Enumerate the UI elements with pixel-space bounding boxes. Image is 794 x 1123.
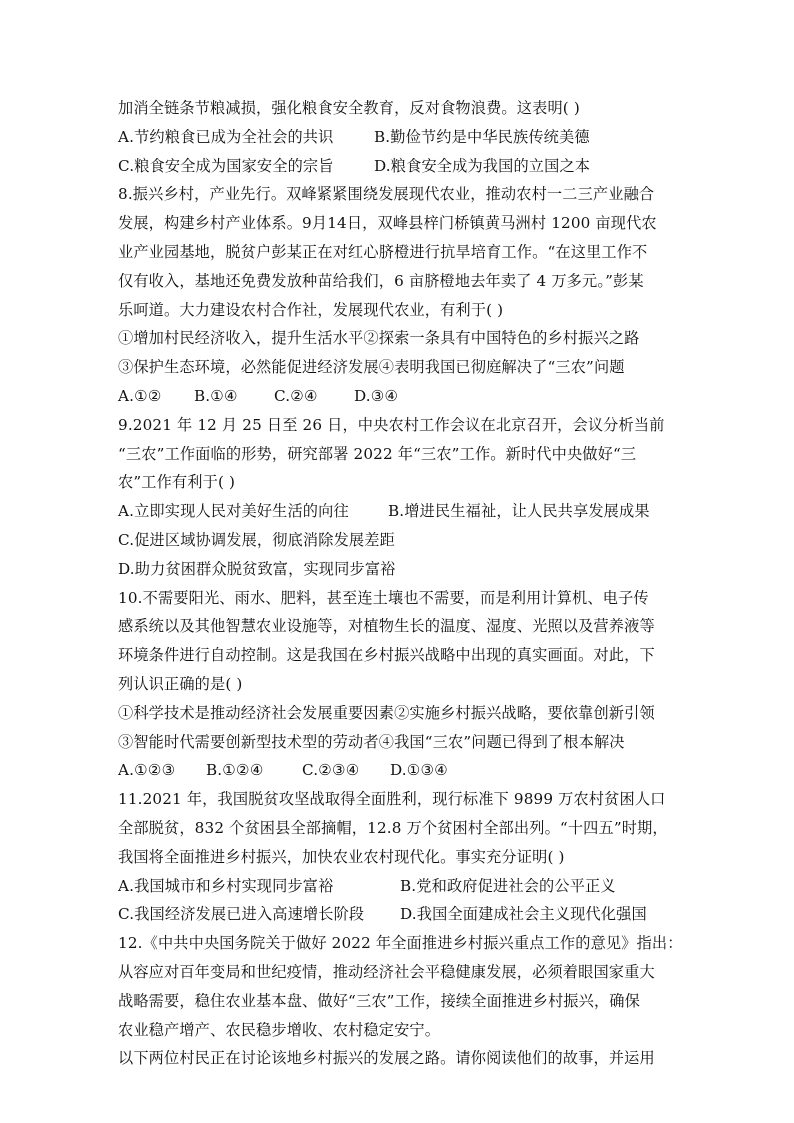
q8-stem-line-3: 业产业园基地，脱贫户彭某正在对红心脐橙进行抗旱培育工作。“在这里工作不 (118, 242, 648, 261)
q7-option-a: A.节约粮食已成为全社会的共识 (118, 127, 334, 146)
q7-stem-tail: 加消全链条节粮减损，强化粮食安全教育，反对食物浪费。这表明( ) (118, 99, 580, 117)
q12-stem-line-5: 以下两位村民正在讨论该地乡村振兴的发展之路。请你阅读他们的故事，并运用 (118, 1049, 655, 1068)
q10-stem-line-4: 列认识正确的是( ) (118, 674, 243, 693)
q10-option-c: C.②③④ (302, 761, 360, 780)
q10-stem-line-1: 10.不需要阳光、雨水、肥料，甚至连土壤也不需要，而是利用计算机、电子传 (118, 588, 649, 607)
q9-option-b: B.增进民生福祉，让人民共享发展成果 (388, 502, 650, 521)
q8-statements-line-1: ①增加村民经济收入，提升生活水平②探索一条具有中国特色的乡村振兴之路 (118, 329, 640, 348)
q9-stem-line-1: 9.2021 年 12 月 25 日至 26 日，中央农村工作会议在北京召开，会议分析当前 (118, 415, 665, 434)
q8-option-b: B.①④ (194, 386, 238, 405)
q8-option-d: D.③④ (354, 386, 399, 405)
q10-option-d: D.①③④ (390, 761, 449, 780)
q11-option-b: B.党和政府促进社会的公平正义 (400, 876, 616, 895)
q10-options-row (118, 756, 678, 785)
q12-stem-line-1: 12.《中共中央国务院关于做好 2022 年全面推进乡村振兴重点工作的意见》指出： (118, 934, 683, 953)
q7-options-row-1 (118, 123, 678, 152)
q9-stem-line-3: 农”工作有利于( ) (118, 473, 236, 492)
q9-options-row-1 (118, 497, 678, 526)
q11-option-c: C.我国经济发展已进入高速增长阶段 (118, 905, 365, 924)
q11-options-row-2 (118, 900, 678, 929)
q11-stem-line-3: 我国将全面推进乡村振兴，加快农业农村现代化。事实充分证明( ) (118, 847, 565, 866)
q12-stem-line-3: 战略需要，稳住农业基本盘、做好“三农”工作，接续全面推进乡村振兴，确保 (118, 991, 640, 1010)
q8-statements-line-2: ③保护生态环境，必然能促进经济发展④表明我国已彻庭解决了“三农”问题 (118, 358, 625, 377)
q11-stem-line-1: 11.2021 年，我国脱贫攻坚战取得全面胜利，现行标准下 9899 万农村贫困人口 (118, 790, 666, 809)
q11-stem-line-2: 全部脱贫，832 个贫困县全部摘帽，12.8 万个贫困村全部出列。“十四五”时期， (118, 818, 668, 837)
q11-option-d: D.我国全面建成社会主义现代化强国 (400, 905, 647, 924)
q7-option-d: D.粮食安全成为我国的立国之本 (374, 156, 591, 175)
q11-options-row-1 (118, 872, 678, 901)
q12-stem-line-4: 农业稳产增产、农民稳步增收、农村稳定安宁。 (118, 1020, 441, 1039)
q10-stem-line-2: 感系统以及其他智慧农业设施等，对植物生长的温度、湿度、光照以及营养液等 (118, 617, 655, 636)
q10-stem-line-3: 环境条件进行自动控制。这是我国在乡村振兴战略中出现的真实画面。对此，下 (118, 646, 655, 665)
q8-stem-line-5: 乐呵道。大力建设农村合作社，发展现代农业，有利于( ) (118, 300, 504, 319)
q10-statements-line-1: ①科学技术是推动经济社会发展重要因素②实施乡村振兴战略，要依靠创新引领 (118, 703, 655, 722)
q8-options-row (118, 382, 678, 411)
q8-stem-line-4: 仅有收入，基地还免费发放种苗给我们，6 亩脐橙地去年卖了 4 万多元。”彭某 (118, 271, 644, 290)
q8-stem-line-2: 发展，构建乡村产业体系。9月14日，双峰县梓门桥镇黄马洲村 1200 亩现代农 (118, 214, 657, 233)
q9-option-d: D.助力贫困群众脱贫致富，实现同步富裕 (118, 559, 396, 578)
q12-stem-line-2: 从容应对百年变局和世纪疫情，推动经济社会平稳健康发展，必须着眼国家重大 (118, 962, 655, 981)
q8-stem-line-1: 8.振兴乡村，产业先行。双峰紧紧围绕发展现代农业，推动农村一二三产业融合 (118, 185, 655, 204)
q8-option-a: A.①② (118, 386, 162, 405)
q9-option-a: A.立即实现人民对美好生活的向往 (118, 502, 349, 521)
q11-option-a: A.我国城市和乡村实现同步富裕 (118, 876, 334, 895)
q7-options-row-2 (118, 152, 678, 181)
q9-stem-line-2: “三农”工作面临的形势，研究部署 2022 年“三农”工作。新时代中央做好“三 (118, 444, 637, 463)
q10-option-a: A.①②③ (118, 761, 176, 780)
q9-option-c: C.促进区域协调发展，彻底消除发展差距 (118, 530, 395, 549)
q10-option-b: B.①②④ (206, 761, 264, 780)
q8-option-c: C.②④ (274, 386, 318, 405)
q10-statements-line-2: ③智能时代需要创新型技术型的劳动者④我国“三农”问题已得到了根本解决 (118, 732, 625, 751)
exam-page (118, 94, 683, 1073)
q7-option-c: C.粮食安全成为国家安全的宗旨 (118, 156, 334, 175)
q7-option-b: B.勤俭节约是中华民族传统美德 (374, 127, 590, 146)
